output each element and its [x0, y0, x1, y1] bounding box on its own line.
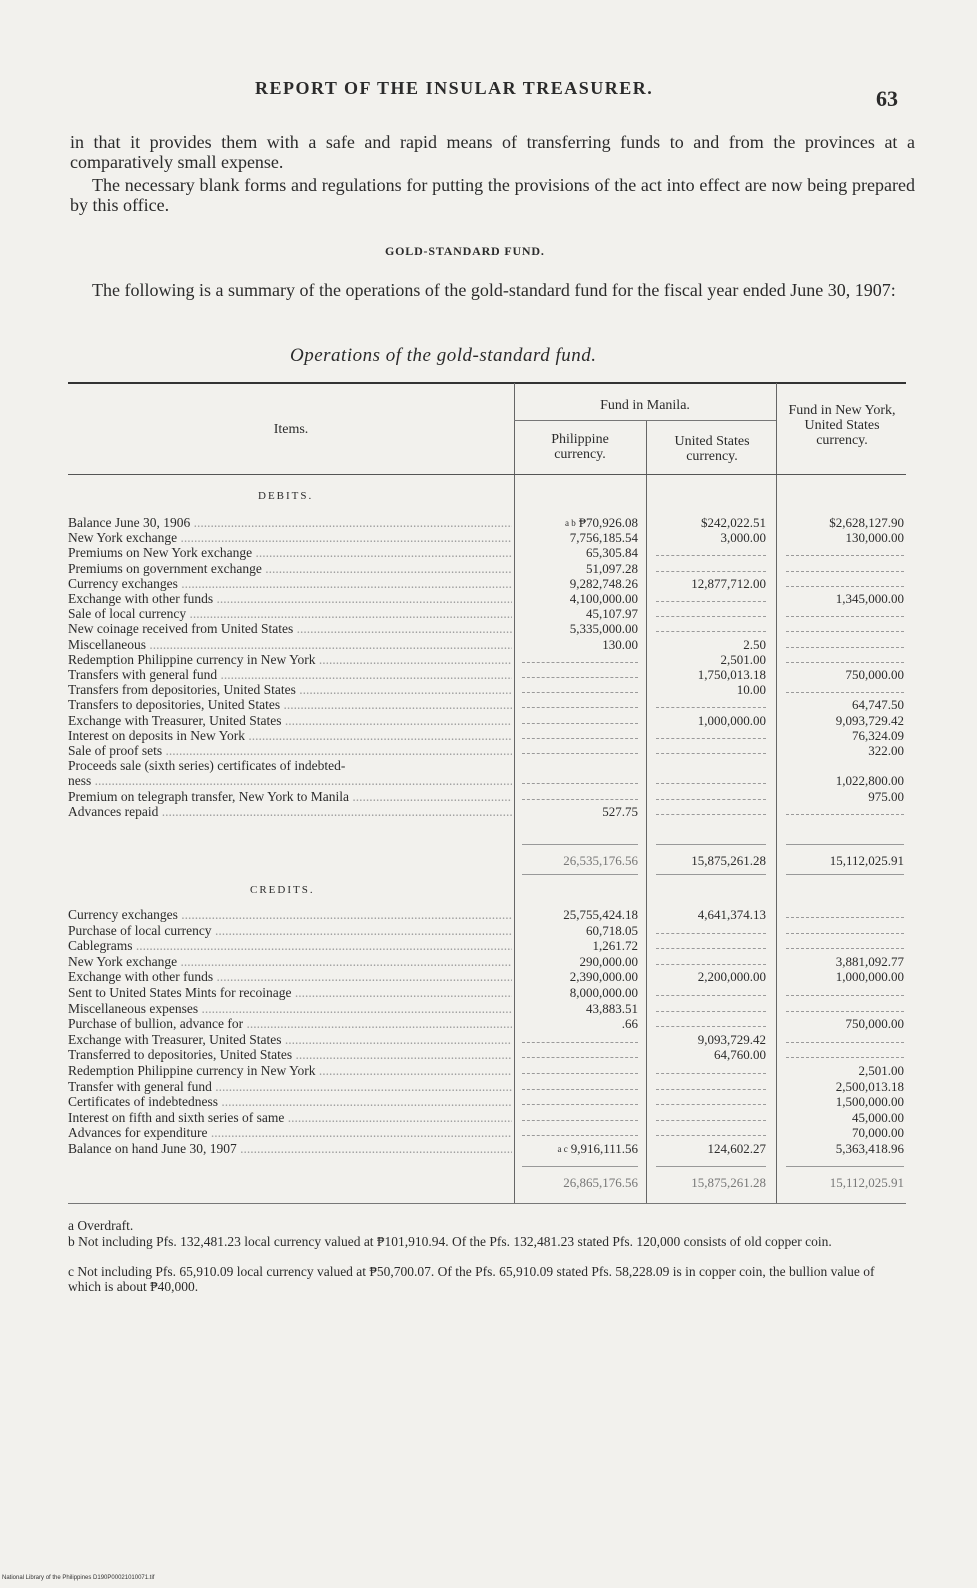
cell-value: 124,602.27: [707, 1141, 766, 1156]
cell-c2: [650, 1033, 766, 1047]
empty-cell-leader: [786, 662, 904, 664]
debit-total-new-york: 15,112,025.91: [829, 853, 904, 868]
empty-cell-leader: [656, 1089, 766, 1091]
empty-cell-leader: [786, 631, 904, 633]
cell-value: 43,883.51: [586, 1000, 638, 1016]
page-number: 63: [876, 86, 898, 111]
row-label: Currency exchanges .....: [68, 908, 512, 922]
cell-value: 25,755,424.18: [563, 907, 638, 922]
empty-cell-leader: [522, 1042, 638, 1044]
row-label: New York exchange .....: [68, 955, 512, 969]
cell-c3: [780, 1095, 904, 1109]
cell-c3: [780, 714, 904, 728]
empty-cell-leader: [786, 1057, 904, 1059]
table-row: [0, 562, 977, 576]
cell-c1: [516, 622, 638, 636]
row-label: Sent to United States Mints for recoinage .....: [68, 986, 512, 1000]
cell-c3: [780, 1080, 904, 1094]
table-row: [0, 1002, 977, 1016]
row-label: Redemption Philippine currency in New York .....: [68, 1064, 512, 1078]
row-label: Miscellaneous .....: [68, 638, 512, 652]
cell-value: 12,877,712.00: [691, 575, 766, 591]
table-row: [0, 683, 977, 697]
cell-value: 750,000.00: [845, 667, 904, 682]
empty-cell-leader: [522, 677, 638, 679]
cell-value: 4,641,374.13: [697, 907, 766, 922]
table-row: [0, 546, 977, 560]
empty-cell-leader: [656, 601, 766, 603]
empty-cell-leader: [656, 707, 766, 709]
empty-cell-leader: [656, 964, 766, 966]
table-row: [0, 592, 977, 606]
credits-label: CREDITS.: [250, 884, 315, 896]
row-label: Certificates of indebtedness .....: [68, 1095, 512, 1109]
empty-cell-leader: [656, 995, 766, 997]
cell-c1: [516, 1142, 638, 1156]
empty-cell-leader: [522, 1089, 638, 1091]
table-row: [0, 1017, 977, 1031]
cell-value: 1,000,000.00: [835, 969, 904, 985]
empty-cell-leader: [786, 555, 904, 557]
cell-c1: [516, 986, 638, 1000]
row-label: Miscellaneous expenses .....: [68, 1002, 512, 1016]
row-label: Transfer with general fund .....: [68, 1080, 512, 1094]
cell-c2: [650, 638, 766, 652]
total-rule: [656, 874, 766, 875]
footnote-marker: a c: [557, 1144, 568, 1154]
table-row: [0, 986, 977, 1000]
empty-cell-leader: [656, 1026, 766, 1028]
empty-cell-leader: [522, 723, 638, 725]
cell-c1: [516, 546, 638, 560]
table-row: [0, 698, 977, 712]
table-row: [0, 924, 977, 938]
cell-value: 2,390,000.00: [569, 969, 638, 985]
table-row: [0, 1033, 977, 1047]
debits-label: DEBITS.: [258, 490, 314, 502]
cell-value: 1,261.72: [592, 938, 638, 954]
table-row: [0, 908, 977, 922]
cell-value: 9,093,729.42: [835, 712, 904, 728]
footnote-b: b Not including Pfs. 132,481.23 local currency valued at ₱101,910.94. Of the Pfs. 132,481.23 stated Pfs. 120,000 consists of old copper coin.: [68, 1234, 832, 1249]
cell-c2: [650, 908, 766, 922]
cell-value: 2,500,013.18: [835, 1078, 904, 1094]
table-row: [0, 622, 977, 636]
cell-c1: [516, 638, 638, 652]
empty-cell-leader: [656, 1011, 766, 1013]
cell-c3: [780, 592, 904, 606]
empty-cell-leader: [656, 1104, 766, 1106]
cell-value: 8,000,000.00: [569, 985, 638, 1000]
total-rule: [522, 874, 638, 875]
table-row: [0, 939, 977, 953]
empty-cell-leader: [786, 1011, 904, 1013]
header-philippine: Philippine currency.: [551, 432, 609, 462]
cell-c1: [516, 577, 638, 591]
cell-value: 2,501.00: [720, 651, 766, 667]
cell-value: 70,000.00: [852, 1125, 904, 1141]
cell-c3: [780, 516, 904, 530]
empty-cell-leader: [522, 707, 638, 709]
credit-total-us: 15,875,261.28: [691, 1175, 766, 1190]
empty-cell-leader: [656, 753, 766, 755]
table-row: [0, 970, 977, 984]
table-row: [0, 1095, 977, 1109]
debit-total-philippine: 26,535,176.56: [563, 853, 638, 868]
row-label: Premiums on New York exchange .....: [68, 546, 512, 560]
cell-value: 322.00: [868, 743, 904, 758]
header-divider: [514, 420, 776, 421]
cell-value: 9,093,729.42: [697, 1031, 766, 1047]
cell-c3: [780, 1064, 904, 1078]
row-label: Currency exchanges .....: [68, 577, 512, 591]
cell-c1: [516, 592, 638, 606]
empty-cell-leader: [786, 995, 904, 997]
total-rule: [656, 1166, 766, 1167]
cell-value: 4,100,000.00: [569, 591, 638, 606]
cell-c3: [780, 790, 904, 804]
empty-cell-leader: [656, 1073, 766, 1075]
cell-value: 527.75: [602, 803, 638, 819]
cell-c2: [650, 714, 766, 728]
empty-cell-leader: [656, 555, 766, 557]
total-rule: [522, 1166, 638, 1167]
table-row: [0, 1142, 977, 1156]
row-label: Premiums on government exchange .....: [68, 562, 512, 576]
cell-c3: [780, 1111, 904, 1125]
cell-c3: [780, 729, 904, 743]
cell-value: 3,000.00: [720, 530, 766, 546]
empty-cell-leader: [786, 586, 904, 588]
cell-c2: [650, 531, 766, 545]
cell-c3: [780, 668, 904, 682]
row-label: Exchange with other funds .....: [68, 592, 512, 606]
debit-totals-row: [0, 854, 977, 868]
table-row: [0, 1111, 977, 1125]
cell-value: 9,916,111.56: [570, 1141, 638, 1156]
row-label: Transfers to depositories, United States .....: [68, 698, 512, 712]
total-rule: [786, 1166, 904, 1167]
credit-totals-row: [0, 1176, 977, 1190]
cell-value: 975.00: [868, 788, 904, 804]
cell-c1: [516, 955, 638, 969]
scan-imprint: National Library of the Philippines D190P00021010071.tif: [2, 1575, 155, 1581]
cell-c2: [650, 668, 766, 682]
row-label: Purchase of local currency .....: [68, 924, 512, 938]
cell-value: .66: [621, 1016, 638, 1032]
table-row: [0, 759, 977, 773]
cell-c3: [780, 744, 904, 758]
cell-c3: [780, 970, 904, 984]
section-heading: GOLD-STANDARD FUND.: [385, 244, 545, 258]
header-us: United States currency.: [674, 434, 750, 464]
cell-c3: [780, 955, 904, 969]
cell-value: $242,022.51: [701, 515, 766, 530]
credit-total-philippine: 26,865,176.56: [563, 1175, 638, 1190]
empty-cell-leader: [522, 799, 638, 801]
empty-cell-leader: [656, 1135, 766, 1137]
empty-cell-leader: [786, 933, 904, 935]
table-row: [0, 516, 977, 530]
table-row: [0, 714, 977, 728]
table-row: [0, 531, 977, 545]
table-row: [0, 1126, 977, 1140]
row-label: Interest on deposits in New York .....: [68, 729, 512, 743]
row-label: Transferred to depositories, United States .....: [68, 1048, 512, 1062]
table-caption: Operations of the gold-standard fund.: [290, 345, 597, 366]
empty-cell-leader: [656, 799, 766, 801]
total-rule: [786, 844, 904, 845]
table-row: [0, 955, 977, 969]
running-title: REPORT OF THE INSULAR TREASURER.: [255, 78, 654, 98]
header-bottom-rule: [68, 474, 906, 475]
debit-total-us: 15,875,261.28: [691, 853, 766, 868]
cell-c3: [780, 774, 904, 788]
total-rule: [786, 874, 904, 875]
cell-c1: [516, 924, 638, 938]
cell-c1: [516, 607, 638, 621]
empty-cell-leader: [786, 1042, 904, 1044]
table-top-rule: [68, 382, 906, 384]
header-new-york: Fund in New York, United States currency.: [788, 403, 896, 448]
row-label: Proceeds sale (sixth series) certificates of indebted-: [68, 759, 346, 774]
row-label: Exchange with Treasurer, United States .....: [68, 714, 512, 728]
row-label: New coinage received from United States .....: [68, 622, 512, 636]
empty-cell-leader: [522, 783, 638, 785]
cell-c1: [516, 531, 638, 545]
cell-c1: [516, 970, 638, 984]
row-label: Exchange with other funds .....: [68, 970, 512, 984]
empty-cell-leader: [522, 1073, 638, 1075]
empty-cell-leader: [786, 647, 904, 649]
row-label: Premium on telegraph transfer, New York to Manila .....: [68, 790, 512, 804]
cell-value: 130,000.00: [845, 530, 904, 546]
cell-c3: [780, 698, 904, 712]
cell-value: 3,881,092.77: [835, 953, 904, 969]
row-label: Advances repaid .....: [68, 805, 512, 819]
table-row: [0, 577, 977, 591]
cell-value: 1,345,000.00: [835, 591, 904, 606]
cell-value: 60,718.05: [586, 922, 638, 938]
cell-value: $2,628,127.90: [829, 515, 904, 530]
cell-c1: [516, 805, 638, 819]
table-row: [0, 774, 977, 788]
footnote-c: c Not including Pfs. 65,910.09 local currency valued at ₱50,700.07. Of the Pfs. 65,910.09 stated Pfs. 58,228.09 is in copper coin, the bullion value of which is about ₱40,000.: [68, 1264, 875, 1294]
cell-c3: [780, 531, 904, 545]
row-label: New York exchange .....: [68, 531, 512, 545]
cell-value: 7,756,185.54: [569, 530, 638, 546]
empty-cell-leader: [522, 662, 638, 664]
cell-value: 76,324.09: [852, 727, 904, 743]
row-label: Cablegrams .....: [68, 939, 512, 953]
row-label: Transfers from depositories, United States .....: [68, 683, 512, 697]
cell-c1: [516, 1017, 638, 1031]
empty-cell-leader: [522, 1104, 638, 1106]
row-label: Sale of proof sets .....: [68, 744, 512, 758]
table-row: [0, 638, 977, 652]
cell-value: 1,022,800.00: [835, 773, 904, 789]
cell-value: 65,305.84: [586, 545, 638, 561]
row-label: Exchange with Treasurer, United States .....: [68, 1033, 512, 1047]
cell-value: 130.00: [602, 636, 638, 652]
empty-cell-leader: [522, 1135, 638, 1137]
cell-value: 750,000.00: [845, 1016, 904, 1032]
cell-value: 1,500,000.00: [835, 1094, 904, 1110]
row-label: Transfers with general fund .....: [68, 668, 512, 682]
footnote-a: a Overdraft.: [68, 1218, 134, 1233]
empty-cell-leader: [522, 753, 638, 755]
cell-c1: [516, 1002, 638, 1016]
cell-c2: [650, 577, 766, 591]
cell-value: 2.50: [743, 636, 766, 652]
total-rule: [656, 844, 766, 845]
cell-value: 45,107.97: [586, 606, 638, 622]
empty-cell-leader: [656, 738, 766, 740]
paragraph-2: The necessary blank forms and regulations for putting the provisions of the act into effect are now being prepared by this office.: [70, 175, 915, 215]
empty-cell-leader: [522, 1057, 638, 1059]
empty-cell-leader: [786, 692, 904, 694]
empty-cell-leader: [656, 1120, 766, 1122]
paragraph-3: The following is a summary of the operations of the gold-standard fund for the fiscal year ended June 30, 1907:: [92, 280, 896, 300]
cell-value: 64,760.00: [714, 1047, 766, 1063]
cell-value: 1,750,013.18: [697, 667, 766, 682]
empty-cell-leader: [522, 738, 638, 740]
table-row: [0, 1064, 977, 1078]
row-label: ness .....: [68, 774, 512, 788]
cell-value: 9,282,748.26: [569, 575, 638, 591]
table-row: [0, 1080, 977, 1094]
cell-value: 290,000.00: [579, 953, 638, 969]
table-bottom-rule: [68, 1203, 906, 1204]
cell-c2: [650, 516, 766, 530]
cell-c2: [650, 970, 766, 984]
cell-c1: [516, 562, 638, 576]
cell-value: 64,747.50: [852, 697, 904, 713]
empty-cell-leader: [786, 571, 904, 573]
table-row: [0, 805, 977, 819]
table-row: [0, 668, 977, 682]
header-fund-manila: Fund in Manila.: [600, 398, 690, 413]
row-label: Interest on fifth and sixth series of same .....: [68, 1111, 512, 1125]
empty-cell-leader: [656, 814, 766, 816]
empty-cell-leader: [786, 917, 904, 919]
credit-total-new-york: 15,112,025.91: [829, 1175, 904, 1190]
cell-c1: [516, 908, 638, 922]
cell-value: 2,501.00: [858, 1063, 904, 1078]
cell-c2: [650, 683, 766, 697]
row-label: Balance on hand June 30, 1907 .....: [68, 1142, 512, 1156]
cell-c1: [516, 516, 638, 530]
cell-value: 2,200,000.00: [697, 969, 766, 985]
row-label: Redemption Philippine currency in New York .....: [68, 653, 512, 667]
header-items: Items.: [273, 422, 309, 437]
cell-c3: [780, 1126, 904, 1140]
cell-value: ₱70,926.08: [578, 515, 638, 530]
row-label: Sale of local currency .....: [68, 607, 512, 621]
cell-c3: [780, 1017, 904, 1031]
empty-cell-leader: [522, 692, 638, 694]
empty-cell-leader: [656, 631, 766, 633]
cell-value: 5,335,000.00: [569, 621, 638, 637]
cell-c2: [650, 1048, 766, 1062]
cell-c2: [650, 653, 766, 667]
total-rule: [522, 844, 638, 845]
cell-c1: [516, 939, 638, 953]
row-label: Balance June 30, 1906 .....: [68, 516, 512, 530]
cell-value: 51,097.28: [586, 560, 638, 576]
table-row: [0, 1048, 977, 1062]
row-label: Advances for expenditure .....: [68, 1126, 512, 1140]
table-row: [0, 653, 977, 667]
table-row: [0, 729, 977, 743]
empty-cell-leader: [522, 1120, 638, 1122]
empty-cell-leader: [656, 933, 766, 935]
row-label: Purchase of bullion, advance for .....: [68, 1017, 512, 1031]
empty-cell-leader: [656, 783, 766, 785]
empty-cell-leader: [656, 948, 766, 950]
cell-value: 10.00: [736, 682, 766, 698]
table-row: [0, 744, 977, 758]
cell-value: 45,000.00: [852, 1109, 904, 1125]
cell-c3: [780, 1142, 904, 1156]
cell-value: 5,363,418.96: [835, 1141, 904, 1156]
cell-c2: [650, 1142, 766, 1156]
empty-cell-leader: [786, 616, 904, 618]
empty-cell-leader: [786, 814, 904, 816]
table-row: [0, 607, 977, 621]
cell-value: 1,000,000.00: [697, 712, 766, 728]
paragraph-1: in that it provides them with a safe and rapid means of transferring funds to and from the provinces at a comparatively small expense.: [70, 132, 915, 172]
empty-cell-leader: [656, 616, 766, 618]
footnote-marker: a b: [565, 518, 576, 528]
empty-cell-leader: [656, 571, 766, 573]
table-row: [0, 790, 977, 804]
empty-cell-leader: [786, 948, 904, 950]
